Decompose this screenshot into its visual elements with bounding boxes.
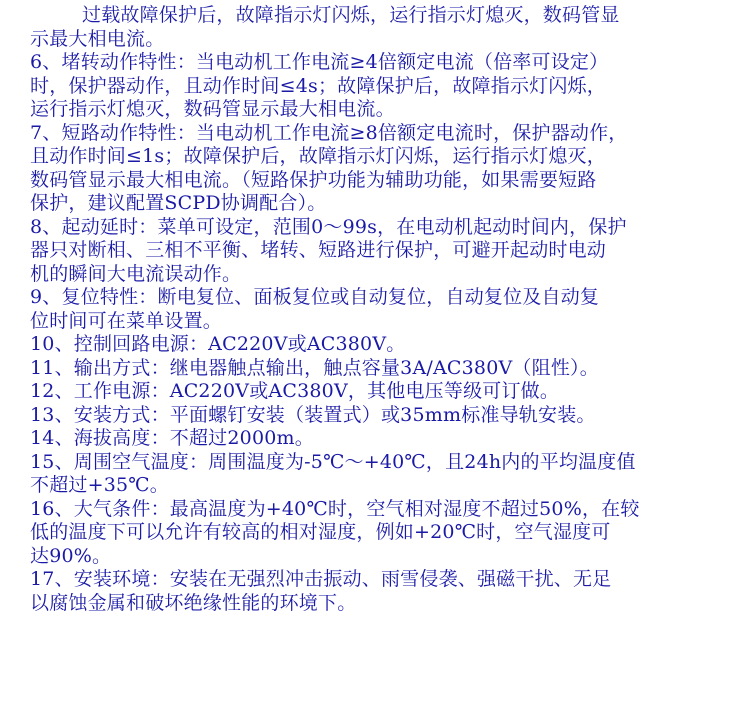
text-line: 11、输出方式：继电器触点输出，触点容量3A/AC380V（阻性）。	[30, 356, 599, 379]
text-line: 达90%。	[30, 544, 112, 567]
text-line: 17、安装环境：安装在无强烈冲击振动、雨雪侵袭、强磁干扰、无足	[30, 568, 612, 590]
text-line: 位时间可在菜单设置。	[30, 309, 223, 332]
text-line: 6、堵转动作特性：当电动机工作电流≥4倍额定电流（倍率可设定）	[30, 51, 609, 73]
text-line: 10、控制回路电源：AC220V或AC380V。	[30, 333, 406, 355]
text-line: 过载故障保护后，故障指示灯闪烁，运行指示灯熄灭，数码管显	[82, 4, 620, 26]
text-line: 机的瞬间大电流误动作。	[30, 262, 242, 285]
text-line: 保护，建议配置SCPD协调配合）。	[30, 192, 327, 214]
text-line: 9、复位特性：断电复位、面板复位或自动复位，自动复位及自动复	[30, 286, 600, 308]
text-line: 时，保护器动作，且动作时间≤4s；故障保护后，故障指示灯闪烁，	[30, 74, 606, 97]
text-line: 15、周围空气温度：周围温度为-5℃～+40℃，且24h内的平均温度值	[30, 450, 636, 473]
text-line: 8、起动延时：菜单可设定，范围0～99s，在电动机起动时间内，保护	[30, 215, 627, 238]
text-line: 数码管显示最大相电流。（短路保护功能为辅助功能，如果需要短路	[30, 168, 597, 191]
text-line: 不超过+35℃。	[30, 474, 169, 496]
text-line: 7、短路动作特性：当电动机工作电流≥8倍额定电流时，保护器动作，	[30, 121, 628, 144]
text-line: 14、海拔高度：不超过2000m。	[30, 427, 314, 449]
text-line: 运行指示灯熄灭，数码管显示最大相电流。	[30, 98, 395, 120]
text-line: 低的温度下可以允许有较高的相对湿度，例如+20℃时，空气湿度可	[30, 521, 611, 543]
document-body	[0, 4, 750, 615]
text-line: 13、安装方式：平面螺钉安装（装置式）或35mm标准导轨安装。	[30, 403, 596, 426]
text-line: 16、大气条件：最高温度为+40℃时，空气相对湿度不超过50%，在较	[30, 497, 640, 520]
text-line: 示最大相电流。	[30, 27, 165, 50]
text-line: 以腐蚀金属和破坏绝缘性能的环境下。	[30, 591, 357, 614]
text-line: 器只对断相、三相不平衡、堵转、短路进行保护，可避开起动时电动	[30, 239, 607, 261]
text-line: 12、工作电源：AC220V或AC380V，其他电压等级可订做。	[30, 380, 560, 402]
text-line: 且动作时间≤1s；故障保护后，故障指示灯闪烁，运行指示灯熄灭，	[30, 145, 606, 167]
